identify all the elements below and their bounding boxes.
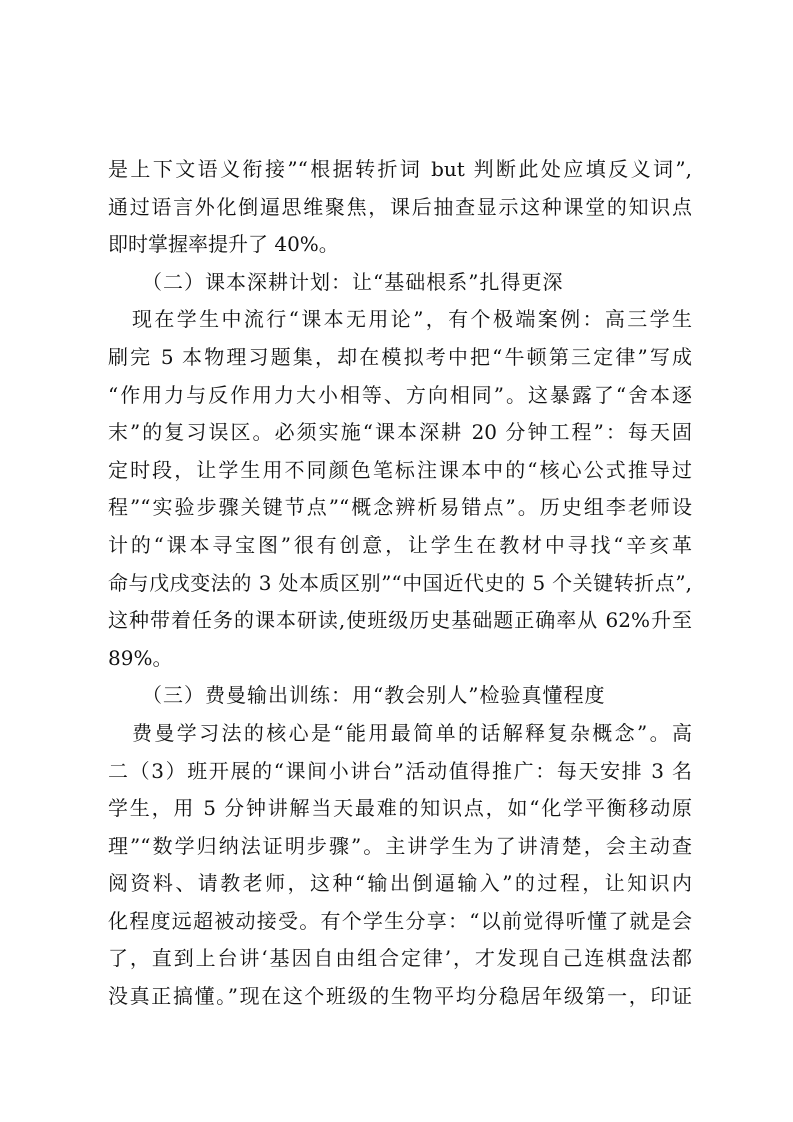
text-line: 计的“课本寻宝图”很有创意，让学生在教材中寻找“辛亥革 <box>108 532 692 557</box>
text-line: 通过语言外化倒逼思维聚焦，课后抽查显示这种课堂的知识点 <box>108 194 692 219</box>
text-line: 没真正搞懂。”现在这个班级的生物平均分稳居年级第一，印证 <box>108 984 692 1009</box>
text-line: 了，直到上台讲‘基因自由组合定律’，才发现自己连棋盘法都 <box>108 946 692 971</box>
text-line: “作用力与反作用力大小相等、方向相同”。这暴露了“舍本逐 <box>108 382 692 407</box>
text-line: 阅资料、请教老师，这种“输出倒逼输入”的过程，让知识内 <box>108 871 692 896</box>
text-line: 这种带着任务的课本研读,使班级历史基础题正确率从 62%升至 <box>108 608 692 633</box>
text-line: 命与戊戌变法的 3 处本质区别”“中国近代史的 5 个关键转折点”, <box>108 570 692 595</box>
text-line: 即时掌握率提升了 40%。 <box>108 232 339 257</box>
section-heading: （二）课本深耕计划：让“基础根系”扎得更深 <box>142 269 564 294</box>
text-line: 二（3）班开展的“课间小讲台”活动值得推广：每天安排 3 名 <box>108 758 692 783</box>
text-line: 程”“实验步骤关键节点”“概念辨析易错点”。历史组李老师设 <box>108 495 692 520</box>
text-line: 现在学生中流行“课本无用论”，有个极端案例：高三学生 <box>132 307 692 332</box>
text-line: 学生，用 5 分钟讲解当天最难的知识点，如“化学平衡移动原 <box>108 796 692 821</box>
text-line: 末”的复习误区。必须实施“课本深耕 20 分钟工程”：每天固 <box>108 420 692 445</box>
document-page <box>108 151 692 1016</box>
text-line: 89%。 <box>108 645 173 670</box>
text-line: 是上下文语义衔接”“根据转折词 but 判断此处应填反义词”, <box>108 157 692 181</box>
text-line: 刷完 5 本物理习题集，却在模拟考中把“牛顿第三定律”写成 <box>108 344 692 369</box>
text-line: 定时段，让学生用不同颜色笔标注课本中的“核心公式推导过 <box>108 457 692 482</box>
section-heading: （三）费曼输出训练：用“教会别人”检验真懂程度 <box>142 683 606 708</box>
text-line: 化程度远超被动接受。有个学生分享：“以前觉得听懂了就是会 <box>108 908 692 933</box>
text-line: 费曼学习法的核心是“能用最简单的话解释复杂概念”。高 <box>132 720 692 745</box>
text-line: 理”“数学归纳法证明步骤”。主讲学生为了讲清楚，会主动查 <box>108 833 692 858</box>
